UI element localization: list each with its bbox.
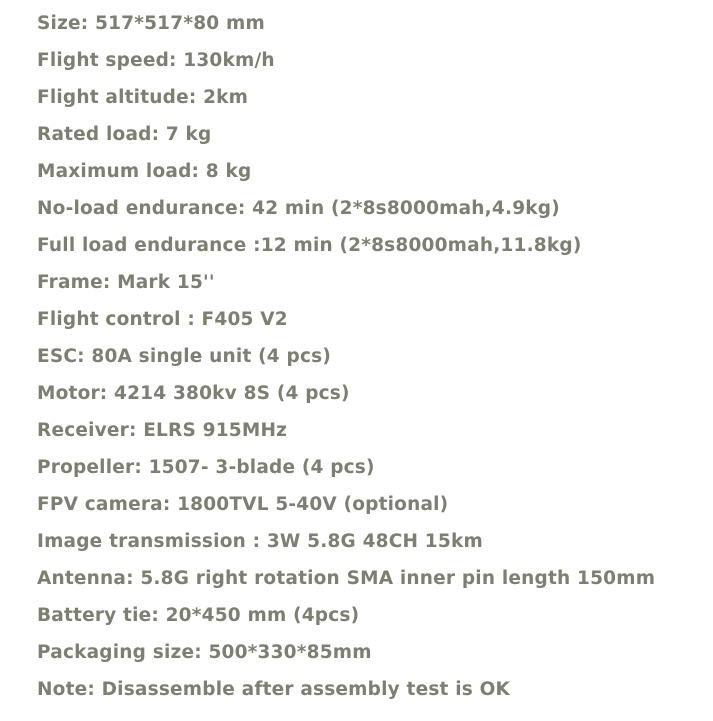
spec-no-load-endurance: No-load endurance: 42 min (2*8s8000mah,4.9kg) [37, 198, 560, 219]
spec-full-load-endurance: Full load endurance :12 min (2*8s8000mah,11.8kg) [37, 235, 582, 256]
spec-propeller: Propeller: 1507- 3-blade (4 pcs) [37, 457, 375, 478]
spec-flight-altitude: Flight altitude: 2km [37, 87, 249, 108]
spec-maximum-load: Maximum load: 8 kg [37, 161, 252, 182]
spec-receiver: Receiver: ELRS 915MHz [37, 420, 288, 441]
spec-size: Size: 517*517*80 mm [37, 13, 265, 34]
spec-motor: Motor: 4214 380kv 8S (4 pcs) [37, 383, 350, 404]
spec-list [37, 8, 655, 711]
spec-esc: ESC: 80A single unit (4 pcs) [37, 346, 331, 367]
spec-fpv-camera: FPV camera: 1800TVL 5-40V (optional) [37, 494, 449, 515]
spec-image-transmission: Image transmission : 3W 5.8G 48CH 15km [37, 531, 483, 552]
spec-antenna: Antenna: 5.8G right rotation SMA inner pin length 150mm [37, 568, 656, 589]
spec-packaging-size: Packaging size: 500*330*85mm [37, 642, 372, 663]
spec-frame: Frame: Mark 15'' [37, 272, 215, 293]
spec-flight-control: Flight control : F405 V2 [37, 309, 288, 330]
spec-flight-speed: Flight speed: 130km/h [37, 50, 275, 71]
spec-rated-load: Rated load: 7 kg [37, 124, 212, 145]
spec-note: Note: Disassemble after assembly test is OK [37, 679, 511, 700]
spec-battery-tie: Battery tie: 20*450 mm (4pcs) [37, 605, 360, 626]
